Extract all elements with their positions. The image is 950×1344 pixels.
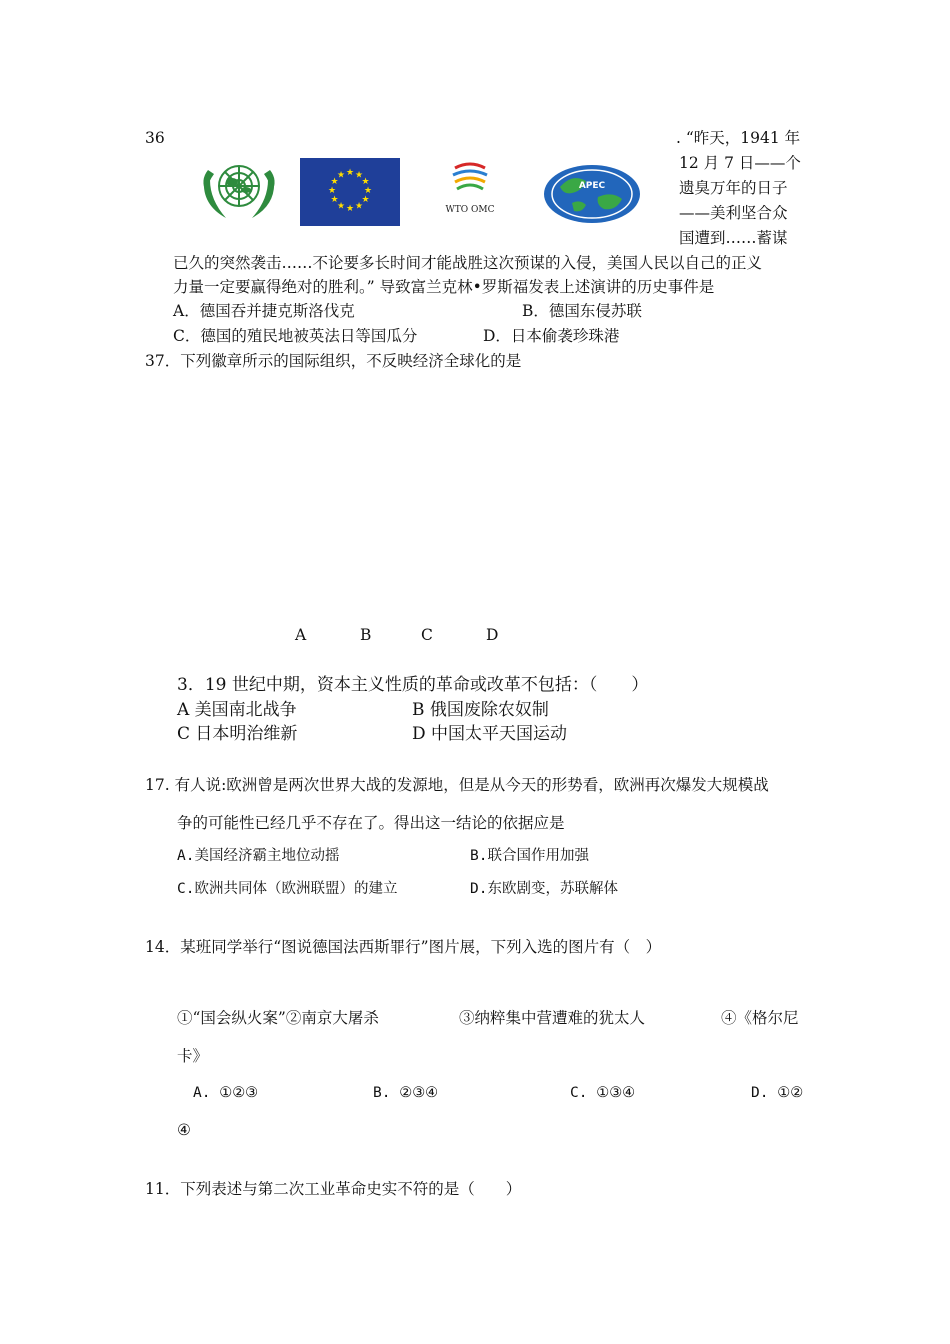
q17-stem: 17. 有人说:欧洲曾是两次世界大战的发源地，但是从今天的形势看，欧洲再次爆发大规模战 [145,776,769,794]
q14-option-d: D. ①② [751,1085,804,1101]
q36-quote-cont: 力量一定要赢得绝对的胜利。” 导致富兰克林•罗斯福发表上述演讲的历史事件是 [173,278,715,296]
q3-option-a: A 美国南北战争 [177,700,297,720]
q17-option-b: B.联合国作用加强 [470,848,589,864]
q17-option-c: C.欧洲共同体（欧洲联盟）的建立 [177,881,398,897]
q37-stem: 37．下列徽章所示的国际组织，不反映经济全球化的是 [145,352,522,370]
q14-item: ③纳粹集中营遭难的犹太人 [459,1009,646,1027]
svg-text:★: ★ [345,204,355,214]
q3-option-d: D 中国太平天国运动 [412,724,568,744]
svg-text:★: ★ [363,186,373,196]
q36-quote-line: ——美利坚合众 [679,204,788,222]
q36-quote-line: 遗臭万年的日子 [679,179,788,197]
q36-option-c: C．德国的殖民地被英法日等国瓜分 [173,327,418,345]
svg-text:★: ★ [327,186,337,196]
q17-option-a: A.美国经济霸主地位动摇 [177,848,340,864]
svg-text:★: ★ [330,195,339,205]
wto-logo [437,160,503,220]
q37-label-a: A [295,626,307,644]
q14-option-c: C. ①③④ [570,1085,636,1101]
svg-text:★: ★ [345,168,355,178]
q14-option-b: B. ②③④ [373,1085,439,1101]
svg-text:★: ★ [354,201,364,212]
q14-item-wrap: 卡》 [177,1047,209,1065]
q17-option-d: D.东欧剧变，苏联解体 [470,881,618,897]
q17-stem-cont: 争的可能性已经几乎不存在了。得出这一结论的依据应是 [177,814,565,832]
svg-text:★: ★ [330,177,339,187]
un-emblem-logo [196,150,282,226]
svg-text:★: ★ [336,170,346,181]
q36-quote-line: 12 月 7 日——个 [679,154,801,172]
q11-stem: 11．下列表述与第二次工业革命史实不符的是（ ） [145,1180,522,1198]
q37-label-b: B [360,626,372,644]
q36-number: 36 [145,129,165,147]
apec-logo [542,163,642,225]
q3-option-c: C 日本明治维新 [177,724,298,744]
q37-label-c: C [421,626,433,644]
svg-text:★: ★ [336,201,346,212]
q3-stem: 3．19 世纪中期，资本主义性质的革命或改革不包括：（ ） [177,675,649,695]
q36-option-a: A．德国吞并捷克斯洛伐克 [173,302,355,320]
q37-label-d: D [486,626,499,644]
q14-option-a: A. ①②③ [193,1085,259,1101]
q36-quote-cont: 已久的突然袭击……不论要多长时间才能战胜这次预谋的入侵，美国人民以自己的正义 [173,254,763,272]
q36-option-b: B．德国东侵苏联 [522,302,642,320]
svg-text:APEC: APEC [578,181,606,191]
q36-option-d: D．日本偷袭珍珠港 [483,327,620,345]
q14-option-d-wrap: ④ [177,1121,191,1139]
svg-text:WTO OMC: WTO OMC [445,205,495,215]
q36-quote-line: . “昨天，1941 年 [676,129,801,147]
svg-text:★: ★ [361,177,370,187]
svg-text:★: ★ [354,170,364,181]
q14-item: ④《格尔尼 [721,1009,799,1027]
svg-text:★: ★ [361,195,370,205]
eu-flag-logo [300,158,400,226]
q14-stem: 14．某班同学举行“图说德国法西斯罪行”图片展，下列入选的图片有（ ） [145,938,662,956]
q3-option-b: B 俄国废除农奴制 [412,700,549,720]
q36-quote-line: 国遭到……蓄谋 [679,229,788,247]
q14-item: ①“国会纵火案”②南京大屠杀 [177,1009,379,1027]
